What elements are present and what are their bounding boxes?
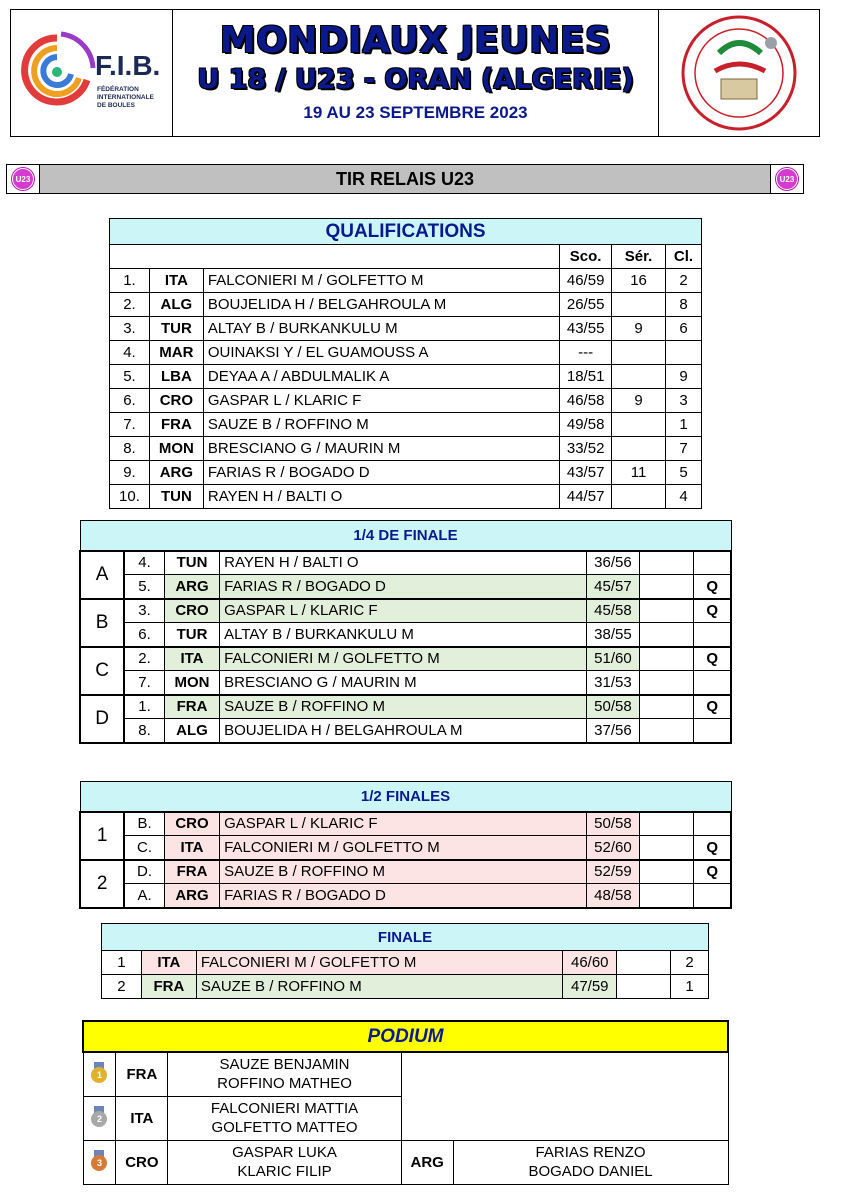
nation-code: ALG <box>149 293 203 317</box>
players: SAUZE B / ROFFINO M <box>220 695 587 719</box>
u23-badge-icon: U23 <box>12 168 34 190</box>
score: 45/57 <box>586 575 639 599</box>
bronze-medal-icon: 3 <box>91 1150 107 1170</box>
group-label: A <box>80 551 124 599</box>
nation-code: TUR <box>164 623 219 647</box>
score: 47/59 <box>563 975 617 999</box>
group-label: B <box>80 599 124 647</box>
empty-cell <box>617 951 671 975</box>
table-row <box>80 599 731 623</box>
qualified-mark <box>694 719 731 743</box>
podium-nation: ITA <box>116 1096 168 1140</box>
players: OUINAKSI Y / EL GUAMOUSS A <box>203 341 559 365</box>
nation-code: ARG <box>164 884 219 908</box>
rank: 7 <box>666 437 702 461</box>
seed: 6. <box>124 623 164 647</box>
seed: 2. <box>124 647 164 671</box>
table-row <box>110 341 702 365</box>
seed: 4. <box>124 551 164 575</box>
players: SAUZE B / ROFFINO M <box>196 975 562 999</box>
table-row <box>110 365 702 389</box>
nation-code: TUN <box>164 551 219 575</box>
score: 18/51 <box>560 365 612 389</box>
series: 9 <box>612 317 666 341</box>
players: FARIAS R / BOGADO D <box>220 884 587 908</box>
table-row <box>110 293 702 317</box>
page-header <box>10 9 820 137</box>
row-number: 2 <box>102 975 142 999</box>
seed: 7. <box>124 671 164 695</box>
qualified-mark: Q <box>694 836 731 860</box>
series <box>612 437 666 461</box>
score: 36/56 <box>586 551 639 575</box>
row-number: 5. <box>110 365 150 389</box>
table-row <box>110 317 702 341</box>
qualified-mark: Q <box>694 860 731 884</box>
nation-code: ITA <box>141 951 196 975</box>
score: 26/55 <box>560 293 612 317</box>
table-row <box>102 975 709 999</box>
series-header: Sér. <box>612 245 666 269</box>
semi-final-table <box>79 781 732 909</box>
players: ALTAY B / BURKANKULU M <box>220 623 587 647</box>
rank: 1 <box>671 975 709 999</box>
bronze-medal-cell <box>83 1140 116 1184</box>
empty-cell <box>640 860 694 884</box>
row-number: 2. <box>110 293 150 317</box>
podium-title: PODIUM <box>83 1021 728 1052</box>
score-header: Sco. <box>560 245 612 269</box>
table-row <box>110 269 702 293</box>
qualified-mark <box>694 551 731 575</box>
nation-code: TUN <box>149 485 203 509</box>
series: 9 <box>612 389 666 413</box>
players: FALCONIERI M / GOLFETTO M <box>220 647 587 671</box>
score: 46/58 <box>560 389 612 413</box>
nation-code: MAR <box>149 341 203 365</box>
podium-table <box>82 1020 729 1185</box>
rank: 3 <box>666 389 702 413</box>
score: 45/58 <box>586 599 639 623</box>
group-label: 2 <box>80 860 124 908</box>
fib-logo-icon <box>17 28 97 118</box>
series <box>612 413 666 437</box>
group-label: D <box>80 695 124 743</box>
table-row <box>110 485 702 509</box>
empty-cell <box>640 647 694 671</box>
score: 46/59 <box>560 269 612 293</box>
nation-code: ARG <box>164 575 219 599</box>
table-row <box>80 575 731 599</box>
nation-code: ITA <box>164 836 219 860</box>
empty-cell <box>640 695 694 719</box>
players: SAUZE B / ROFFINO M <box>220 860 587 884</box>
row-number: 9. <box>110 461 150 485</box>
nation-code: ITA <box>149 269 203 293</box>
empty-cell <box>640 812 694 836</box>
table-row <box>80 884 731 908</box>
score: 31/53 <box>586 671 639 695</box>
empty-cell <box>640 551 694 575</box>
header-titles <box>173 10 659 136</box>
table-row <box>80 860 731 884</box>
score: 33/52 <box>560 437 612 461</box>
table-row <box>80 623 731 647</box>
page-subtitle: U 18 / U23 - ORAN (ALGERIE) <box>197 64 634 95</box>
qualified-mark <box>694 812 731 836</box>
empty-cell <box>640 599 694 623</box>
podium-nation: CRO <box>116 1140 168 1184</box>
table-row <box>110 437 702 461</box>
fib-logo <box>11 10 173 136</box>
row-number: 1. <box>110 269 150 293</box>
qualified-mark <box>694 884 731 908</box>
score: 51/60 <box>586 647 639 671</box>
nation-code: ARG <box>149 461 203 485</box>
score: 50/58 <box>586 695 639 719</box>
players: GASPAR L / KLARIC F <box>220 599 587 623</box>
row-number: 6. <box>110 389 150 413</box>
row-number: 7. <box>110 413 150 437</box>
silver-medal-cell <box>83 1096 116 1140</box>
seed: 1. <box>124 695 164 719</box>
score: 50/58 <box>586 812 639 836</box>
nation-code: FRA <box>141 975 196 999</box>
empty-cell <box>640 671 694 695</box>
players: BRESCIANO G / MAURIN M <box>203 437 559 461</box>
table-row <box>80 671 731 695</box>
event-title-bar <box>6 164 804 194</box>
podium-players: FALCONIERI MATTIA GOLFETTO MATTEO <box>168 1096 401 1140</box>
table-row <box>80 836 731 860</box>
qualified-mark: Q <box>694 599 731 623</box>
series: 11 <box>612 461 666 485</box>
nation-code: ALG <box>164 719 219 743</box>
players: GASPAR L / KLARIC F <box>220 812 587 836</box>
row-number: 4. <box>110 341 150 365</box>
gold-medal-cell <box>83 1052 116 1096</box>
table-row <box>80 812 731 836</box>
rank <box>666 341 702 365</box>
semi-final-title: 1/2 FINALES <box>80 782 731 812</box>
empty-cell <box>640 623 694 647</box>
seed: C. <box>124 836 164 860</box>
podium-players: SAUZE BENJAMIN ROFFINO MATHEO <box>168 1052 401 1096</box>
score: 43/57 <box>560 461 612 485</box>
page-title: MONDIAUX JEUNES <box>219 20 612 61</box>
podium-players: FARIAS RENZO BOGADO DANIEL <box>453 1140 728 1184</box>
empty-cell <box>640 575 694 599</box>
score: 52/59 <box>586 860 639 884</box>
rank: 1 <box>666 413 702 437</box>
seed: 3. <box>124 599 164 623</box>
event-title: TIR RELAIS U23 <box>39 165 771 193</box>
players: FARIAS R / BOGADO D <box>220 575 587 599</box>
nation-code: TUR <box>149 317 203 341</box>
u23-badge-icon: U23 <box>776 168 798 190</box>
players: FALCONIERI M / GOLFETTO M <box>196 951 562 975</box>
nation-code: MON <box>164 671 219 695</box>
score: 44/57 <box>560 485 612 509</box>
quarter-final-title: 1/4 DE FINALE <box>80 521 731 551</box>
seed: A. <box>124 884 164 908</box>
nation-code: MON <box>149 437 203 461</box>
group-label: 1 <box>80 812 124 860</box>
series <box>612 341 666 365</box>
rank: 2 <box>671 951 709 975</box>
score: 52/60 <box>586 836 639 860</box>
event-dates: 19 AU 23 SEPTEMBRE 2023 <box>303 103 528 122</box>
qualified-mark: Q <box>694 695 731 719</box>
oran-logo <box>659 10 819 136</box>
score: 48/58 <box>586 884 639 908</box>
players: DEYAA A / ABDULMALIK A <box>203 365 559 389</box>
score: 43/55 <box>560 317 612 341</box>
table-row <box>80 719 731 743</box>
nation-code: CRO <box>164 599 219 623</box>
qualifications-table <box>109 218 702 509</box>
podium-nation: ARG <box>401 1140 453 1184</box>
fib-logo-subtext: FÉDÉRATION INTERNATIONALE DE BOULES <box>97 86 154 109</box>
players: FALCONIERI M / GOLFETTO M <box>220 836 587 860</box>
fib-logo-text: F.I.B. <box>95 50 161 81</box>
podium-nation: FRA <box>116 1052 168 1096</box>
players: FALCONIERI M / GOLFETTO M <box>203 269 559 293</box>
table-row <box>80 695 731 719</box>
rank: 2 <box>666 269 702 293</box>
series: 16 <box>612 269 666 293</box>
score: --- <box>560 341 612 365</box>
score: 38/55 <box>586 623 639 647</box>
table-row <box>102 951 709 975</box>
table-row <box>110 413 702 437</box>
nation-code: CRO <box>164 812 219 836</box>
series <box>612 365 666 389</box>
nation-code: FRA <box>149 413 203 437</box>
table-row <box>80 551 731 575</box>
podium-players: GASPAR LUKA KLARIC FILIP <box>168 1140 401 1184</box>
qualified-mark <box>694 623 731 647</box>
score: 46/60 <box>563 951 617 975</box>
silver-medal-icon: 2 <box>91 1106 107 1126</box>
rank: 6 <box>666 317 702 341</box>
row-number: 1 <box>102 951 142 975</box>
empty-cell <box>640 719 694 743</box>
players: RAYEN H / BALTI O <box>220 551 587 575</box>
qualified-mark: Q <box>694 575 731 599</box>
players: BOUJELIDA H / BELGAHROULA M <box>220 719 587 743</box>
empty-cell <box>617 975 671 999</box>
table-row <box>110 461 702 485</box>
rank: 5 <box>666 461 702 485</box>
seed: 8. <box>124 719 164 743</box>
group-label: C <box>80 647 124 695</box>
seed: D. <box>124 860 164 884</box>
quarter-final-table <box>79 520 732 744</box>
rank: 4 <box>666 485 702 509</box>
players: BRESCIANO G / MAURIN M <box>220 671 587 695</box>
players: SAUZE B / ROFFINO M <box>203 413 559 437</box>
qualified-mark: Q <box>694 647 731 671</box>
series <box>612 293 666 317</box>
empty-cell <box>640 836 694 860</box>
nation-code: FRA <box>164 695 219 719</box>
rank: 8 <box>666 293 702 317</box>
score: 49/58 <box>560 413 612 437</box>
score: 37/56 <box>586 719 639 743</box>
oran-emblem-icon <box>679 13 799 133</box>
nation-code: ITA <box>164 647 219 671</box>
row-number: 10. <box>110 485 150 509</box>
final-title: FINALE <box>102 924 709 951</box>
players: GASPAR L / KLARIC F <box>203 389 559 413</box>
nation-code: CRO <box>149 389 203 413</box>
players: ALTAY B / BURKANKULU M <box>203 317 559 341</box>
series <box>612 485 666 509</box>
row-number: 3. <box>110 317 150 341</box>
nation-code: LBA <box>149 365 203 389</box>
players: BOUJELIDA H / BELGAHROULA M <box>203 293 559 317</box>
nation-code: FRA <box>164 860 219 884</box>
rank: 9 <box>666 365 702 389</box>
seed: 5. <box>124 575 164 599</box>
empty-cell <box>640 884 694 908</box>
seed: B. <box>124 812 164 836</box>
players: RAYEN H / BALTI O <box>203 485 559 509</box>
rank-header: Cl. <box>666 245 702 269</box>
qualified-mark <box>694 671 731 695</box>
qualifications-title: QUALIFICATIONS <box>110 219 702 245</box>
table-row <box>80 647 731 671</box>
players: FARIAS R / BOGADO D <box>203 461 559 485</box>
table-row <box>110 389 702 413</box>
gold-medal-icon: 1 <box>91 1062 107 1082</box>
final-table <box>101 923 709 999</box>
row-number: 8. <box>110 437 150 461</box>
